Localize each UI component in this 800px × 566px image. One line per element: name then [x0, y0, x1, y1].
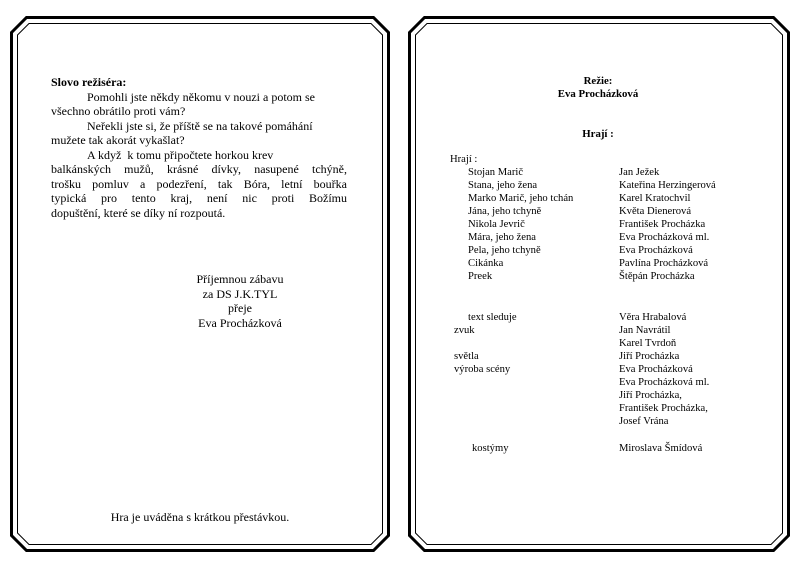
directing-block — [518, 75, 678, 101]
paragraph3-line5: dopuštění, které se díky ní rozpoutá. — [51, 205, 226, 220]
director-name: Eva Procházková — [557, 88, 639, 100]
greeting — [150, 272, 330, 330]
cast-role: Stojan Marič — [468, 167, 524, 178]
crew-name: Jiří Procházka, — [619, 390, 682, 401]
cast-role: Stana, jeho žena — [468, 180, 538, 191]
greeting-line: za DS J.K.TYL — [202, 286, 278, 301]
cast-intro: Hrají : — [450, 154, 478, 165]
costumes-name: Miroslava Šmídová — [619, 443, 703, 454]
cast-actor: František Procházka — [619, 219, 706, 230]
crew-role: text sleduje — [468, 312, 517, 323]
greeting-line: Eva Procházková — [198, 315, 282, 330]
paragraph3-line4: typická pro tento kraj, není nic proti Božímu — [51, 191, 347, 205]
crew-name: František Procházka, — [619, 403, 708, 414]
intermission-note: Hra je uváděna s krátkou přestávkou. — [110, 510, 290, 524]
cast-heading: Hrají : — [582, 128, 614, 140]
left-page — [10, 16, 390, 552]
cast-role: Jána, jeho tchyně — [468, 206, 542, 217]
right-page — [408, 16, 790, 552]
crew-role: světla — [454, 351, 479, 362]
cast-role: Preek — [468, 271, 493, 282]
cast-actor: Pavlína Procházková — [619, 258, 709, 269]
costumes-role: kostýmy — [472, 443, 509, 454]
paragraph3-line1: A když k tomu připočtete horkou krev — [87, 147, 274, 162]
cast-actor: Eva Procházková ml. — [619, 232, 710, 243]
paragraph1-line1: Pomohli jste někdy někomu v nouzi a potom se — [87, 89, 315, 104]
cast-actor: Květa Dienerová — [619, 206, 692, 217]
cast-actor: Štěpán Procházka — [619, 271, 695, 282]
paragraph2-line2: mužete tak akorát vykašlat? — [51, 133, 185, 147]
directors-word — [51, 75, 347, 220]
crew-name: Eva Procházková — [619, 364, 693, 375]
directors-word-heading: Slovo režiséra: — [51, 75, 127, 89]
crew-role: zvuk — [454, 325, 475, 336]
directing-label: Režie: — [583, 75, 613, 87]
cast-role: Nikola Jevrič — [468, 219, 525, 230]
greeting-line: Příjemnou zábavu — [196, 272, 284, 286]
crew-role: výroba scény — [454, 364, 511, 375]
paragraph1-line2: všechno obrátilo proti vám? — [51, 104, 186, 118]
paragraph3-line2: balkánských mužů, krásné dívky, nasupené tchýně, — [51, 162, 347, 176]
greeting-line: přeje — [228, 301, 252, 315]
cast-actor: Kateřina Herzingerová — [619, 180, 716, 191]
cast-role: Pela, jeho tchyně — [468, 245, 541, 256]
crew-name: Karel Tvrdoň — [619, 338, 677, 349]
cast-actor: Eva Procházková — [619, 245, 693, 256]
crew-name: Eva Procházková ml. — [619, 377, 710, 388]
crew-name: Jiří Procházka — [619, 351, 680, 362]
cast-role: Mára, jeho žena — [468, 232, 536, 243]
paragraph3-line3: trošku pomluv a podezření, tak Bóra, letní bouřka — [51, 176, 347, 191]
crew-name: Věra Hrabalová — [619, 312, 687, 323]
cast-role: Cikánka — [468, 258, 504, 269]
cast-role: Marko Marič, jeho tchán — [468, 193, 574, 204]
crew-name: Josef Vrána — [619, 416, 669, 427]
cast-actor: Karel Kratochvil — [619, 193, 691, 204]
cast-actor: Jan Ježek — [619, 167, 660, 178]
crew-name: Jan Navrátil — [619, 325, 671, 336]
paragraph2-line1: Neřekli jste si, že příště se na takové pomáhání — [87, 118, 313, 133]
